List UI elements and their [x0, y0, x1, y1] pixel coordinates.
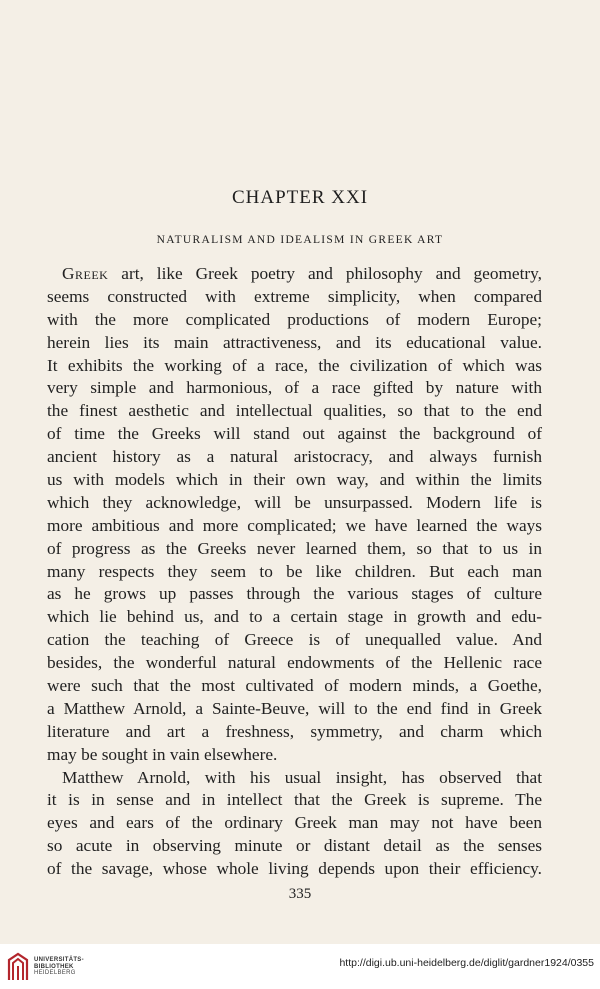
- text-line: which lie behind us, and to a certain stage in growth and edu-: [47, 607, 542, 627]
- body-text: [47, 263, 542, 881]
- text-line: were such that the most cultivated of modern minds, a Goethe,: [47, 676, 542, 696]
- source-url-link[interactable]: http://digi.ub.uni-heidelberg.de/diglit/gardner1924/0355: [339, 957, 594, 969]
- text-line: it is in sense and in intellect that the Greek is supreme. The: [47, 790, 542, 810]
- first-word: Greek: [62, 264, 109, 283]
- text-line: us with models which in their own way, and within the limits: [47, 470, 542, 490]
- text-line: ancient history as a natural aristocracy, and always furnish: [47, 447, 542, 467]
- text-line: which they acknowledge, will be unsurpassed. Modern life is: [47, 492, 542, 512]
- library-name: UNIVERSITÄTS- BIBLIOTHEK HEIDELBERG: [34, 957, 84, 976]
- text-line: besides, the wonderful natural endowments of the Hellenic race: [47, 653, 542, 673]
- text-line: of time the Greeks will stand out against the background of: [47, 424, 542, 444]
- text-line: with the more complicated productions of modern Europe;: [47, 309, 542, 329]
- text-line: as he grows up passes through the various stages of culture: [47, 584, 542, 604]
- digitization-footer: [0, 944, 600, 989]
- chapter-title: NATURALISM AND IDEALISM IN GREEK ART: [156, 234, 444, 246]
- text-line: literature and art a freshness, symmetry, and charm which: [47, 721, 542, 741]
- text-line: may be sought in vain elsewhere.: [47, 744, 278, 764]
- text-line: Greek art, like Greek poetry and philosophy and geometry,: [62, 264, 542, 283]
- text-line: seems constructed with extreme simplicity, when compared: [47, 286, 542, 306]
- text-line: the finest aesthetic and intellectual qualities, so that to the end: [47, 401, 542, 421]
- page-number: 335: [288, 886, 312, 902]
- text-line: many respects they seem to be like children. But each man: [47, 561, 542, 581]
- text-line: of progress as the Greeks never learned them, so that to us in: [47, 538, 542, 558]
- text-line: so acute in observing minute or distant detail as the senses: [47, 836, 542, 856]
- chapter-heading: CHAPTER XXI: [231, 187, 369, 208]
- ub-heidelberg-logo-icon: [7, 952, 29, 982]
- text-line: of the savage, whose whole living depends upon their efficiency.: [47, 859, 542, 879]
- text-line: eyes and ears of the ordinary Greek man may not have been: [47, 813, 542, 833]
- text-line: It exhibits the working of a race, the civilization of which was: [47, 355, 542, 375]
- text-line: a Matthew Arnold, a Sainte-Beuve, will to the end find in Greek: [47, 698, 542, 718]
- text-line: cation the teaching of Greece is of unequalled value. And: [47, 630, 542, 650]
- text-line: herein lies its main attractiveness, and its educational value.: [47, 332, 542, 352]
- text-line: Matthew Arnold, with his usual insight, has observed that: [62, 767, 542, 787]
- text-line: very simple and harmonious, of a race gifted by nature with: [47, 378, 542, 398]
- text-line: more ambitious and more complicated; we have learned the ways: [47, 515, 542, 535]
